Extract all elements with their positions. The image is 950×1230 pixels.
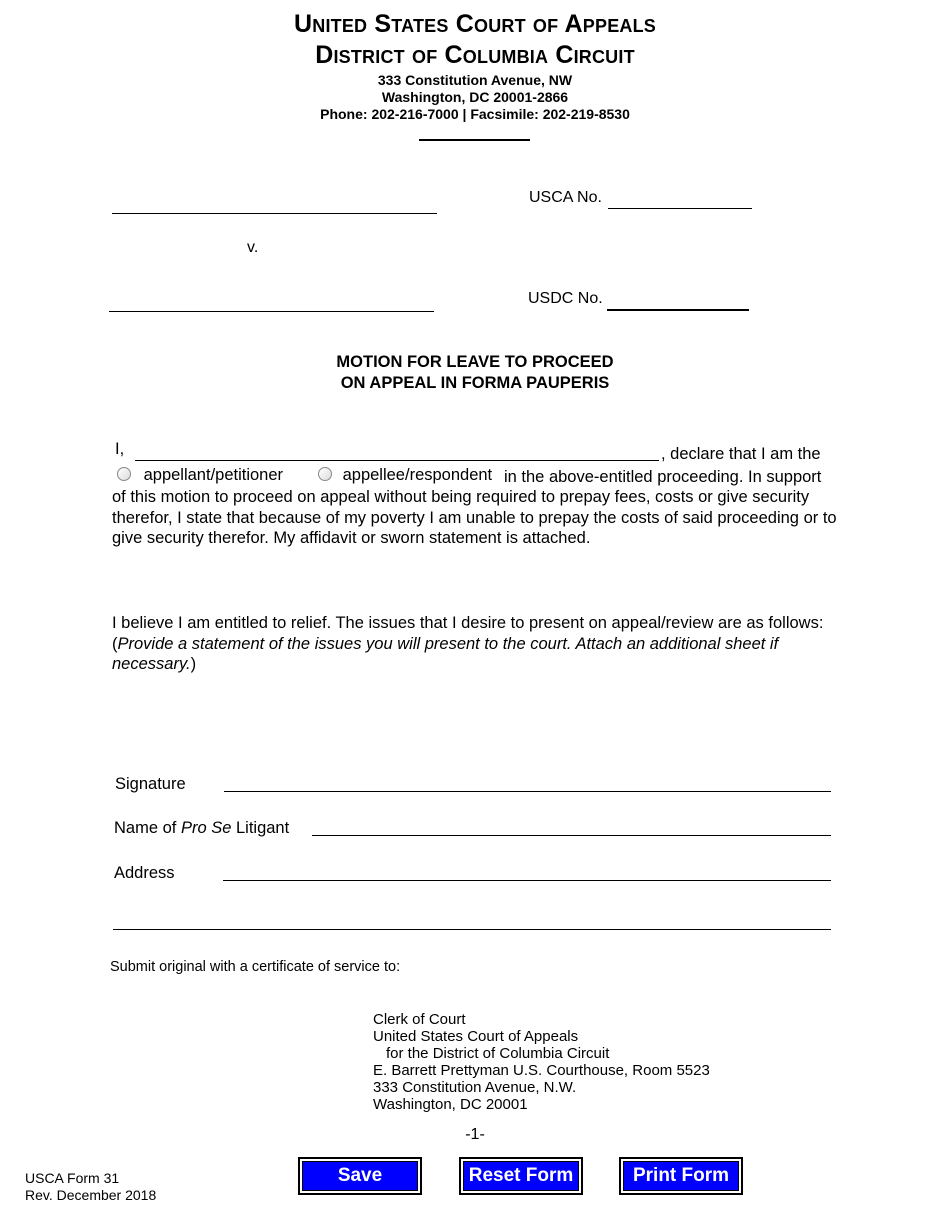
clerk-line-1: Clerk of Court: [373, 1011, 466, 1028]
appellee-option-label: appellee/respondent: [342, 466, 493, 484]
submit-instruction: Submit original with a certificate of service to:: [110, 959, 401, 975]
clerk-line-2: United States Court of Appeals: [373, 1028, 579, 1045]
pro-se-name-field[interactable]: [312, 815, 831, 836]
court-address-line2: Washington, DC 20001-2866: [381, 89, 569, 105]
name-label-italic: Pro Se: [180, 819, 232, 837]
clerk-line-6: Washington, DC 20001: [373, 1096, 528, 1113]
versus-label: v.: [247, 239, 259, 256]
court-name-line2: District of Columbia Circuit: [315, 41, 635, 69]
court-name-line1: United States Court of Appeals: [293, 10, 657, 38]
name-label-pre: Name of: [114, 819, 181, 837]
clerk-line-5: 333 Constitution Avenue, N.W.: [373, 1079, 577, 1096]
court-phone-fax: Phone: 202-216-7000 | Facsimile: 202-219-8530: [320, 106, 630, 122]
motion-title-line2: ON APPEAL IN FORMA PAUPERIS: [340, 374, 610, 392]
reset-form-button[interactable]: Reset Form: [459, 1157, 583, 1195]
issues-paragraph: [112, 613, 824, 675]
clerk-line-4: E. Barrett Prettyman U.S. Courthouse, Room 5523: [373, 1062, 710, 1079]
save-button[interactable]: Save: [298, 1157, 422, 1195]
clerk-address-block: [373, 1011, 710, 1113]
name-label-post: Litigant: [231, 819, 290, 837]
declaration-prefix: I,: [115, 440, 125, 458]
court-address-line1: 333 Constitution Avenue, NW: [377, 72, 573, 88]
page-number: -1-: [465, 1126, 485, 1143]
address-label: Address: [114, 864, 175, 882]
issues-text: I believe I am entitled to relief. The issues that I desire to present on appeal/review are as follows: (: [112, 614, 824, 653]
usdc-no-label: USDC No.: [528, 290, 603, 307]
appellee-radio[interactable]: [318, 467, 332, 481]
usca-number-field[interactable]: [608, 188, 752, 209]
appellant-name-field[interactable]: [112, 193, 437, 214]
issues-close: ): [190, 655, 197, 673]
clerk-line-3: for the District of Columbia Circuit: [386, 1045, 610, 1062]
declaration-suffix: , declare that I am the: [661, 445, 821, 463]
appellant-radio[interactable]: [117, 467, 131, 481]
party-role-row: [117, 465, 283, 486]
usca-no-label: USCA No.: [529, 189, 602, 206]
signature-field[interactable]: [224, 771, 831, 792]
pro-se-name-label: [114, 819, 289, 838]
form-revision: Rev. December 2018: [25, 1187, 157, 1203]
declaration-body: of this motion to proceed on appeal without being required to prepay fees, costs or give security therefor, I state that because of my poverty I am unable to prepay the costs of said proceeding or to give security therefor. My affidavit or sworn statement is attached.: [112, 488, 837, 547]
appellee-name-field[interactable]: [109, 291, 434, 312]
motion-title-line1: MOTION FOR LEAVE TO PROCEED: [336, 353, 614, 371]
declaration-after-options: in the above-entitled proceeding. In support: [504, 468, 822, 486]
print-form-button[interactable]: Print Form: [619, 1157, 743, 1195]
appellant-option-label: appellant/petitioner: [143, 466, 284, 484]
signature-label: Signature: [115, 775, 186, 793]
usdc-number-field[interactable]: [607, 289, 749, 311]
declarant-name-field[interactable]: [135, 440, 659, 461]
header-divider: [419, 139, 530, 141]
issues-instruction: Provide a statement of the issues you will present to the court. Attach an additional sheet if necessary.: [112, 634, 779, 673]
form-name: USCA Form 31: [25, 1170, 120, 1186]
address-field-line1[interactable]: [223, 860, 831, 881]
address-field-line2[interactable]: [113, 909, 831, 930]
party-role-row-2: [318, 465, 492, 486]
